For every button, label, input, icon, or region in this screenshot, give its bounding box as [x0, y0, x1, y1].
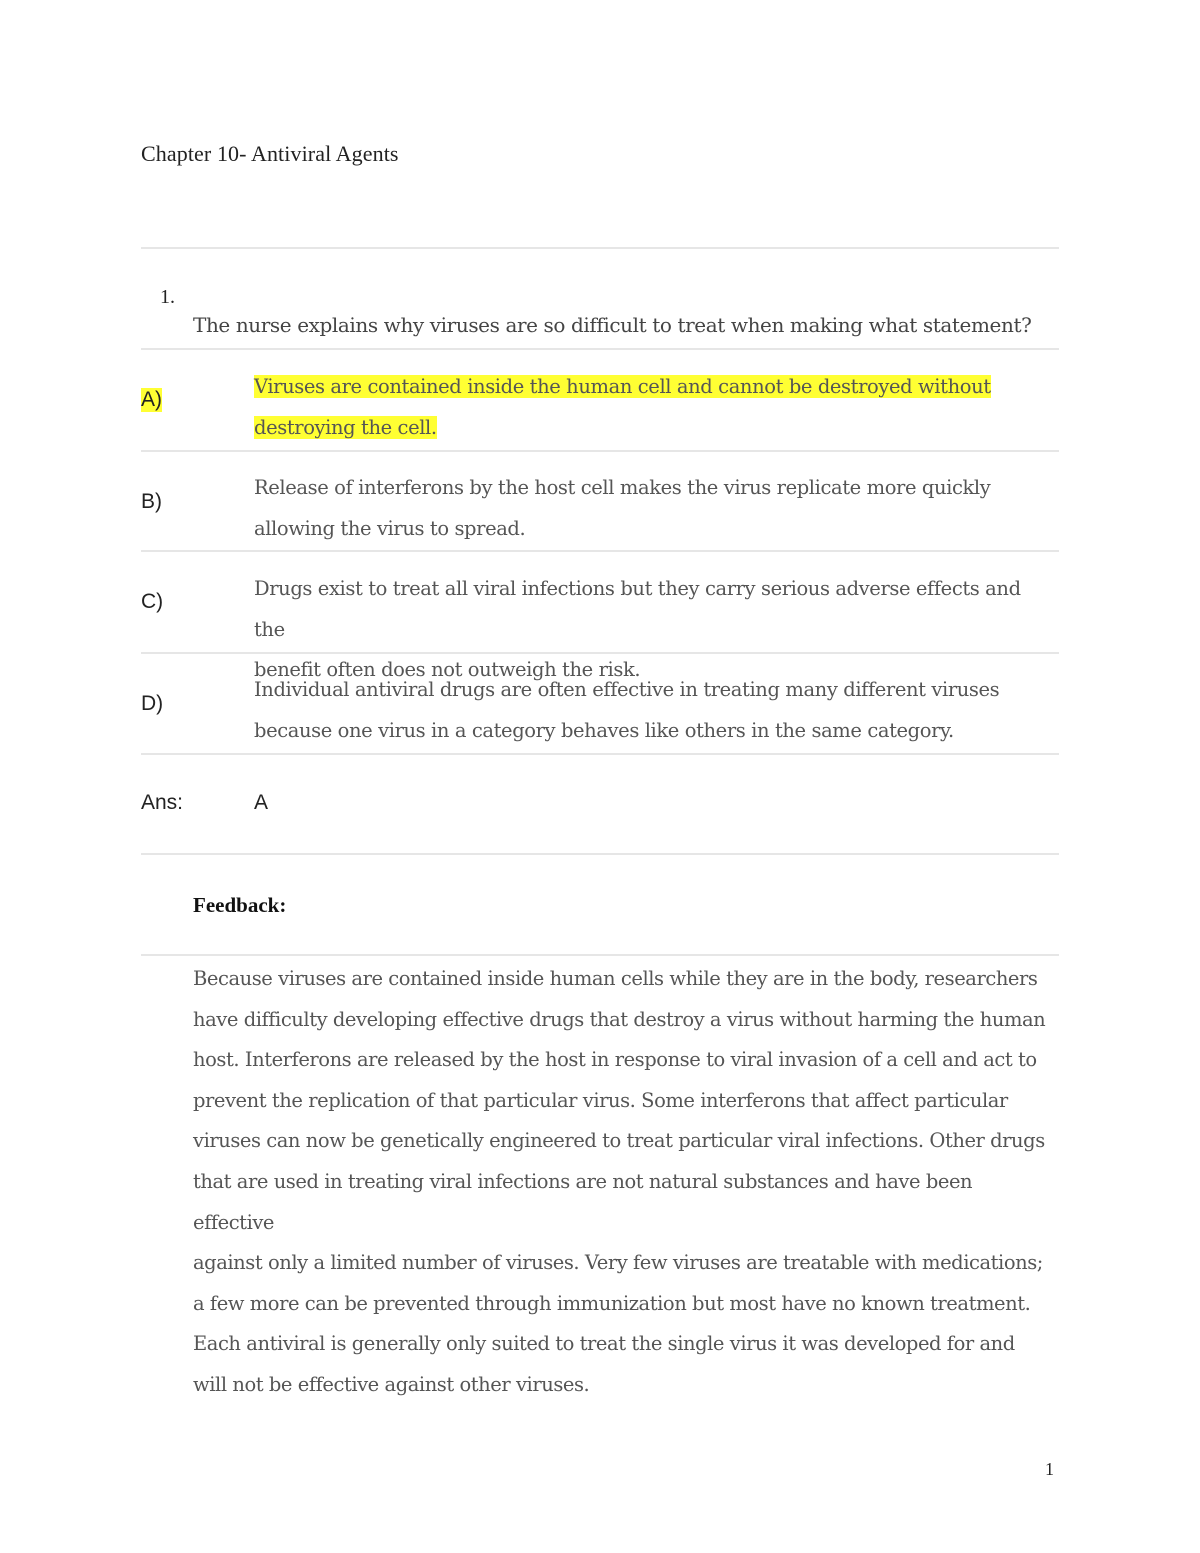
feedback-label: Feedback:: [193, 893, 287, 917]
feedback-line: that are used in treating viral infections are not natural substances and have been effective: [193, 1169, 973, 1234]
option-a-letter: A): [141, 388, 162, 411]
question-number: 1.: [160, 286, 175, 308]
option-d-letter: D): [141, 692, 164, 715]
divider: [141, 853, 1059, 855]
question-text: The nurse explains why viruses are so difficult to treat when making what statement?: [193, 313, 1032, 337]
option-b-text: [254, 468, 1054, 549]
divider: [141, 954, 1059, 956]
feedback-line: a few more can be prevented through immunization but most have no known treatment.: [193, 1291, 1031, 1315]
feedback-line: have difficulty developing effective drugs that destroy a virus without harming the human: [193, 1007, 1046, 1031]
answer-value: A: [254, 791, 269, 814]
feedback-line: host. Interferons are released by the host in response to viral invasion of a cell and act to: [193, 1048, 1037, 1072]
option-a-line1: Viruses are contained inside the human cell and cannot be destroyed without: [254, 375, 991, 398]
divider: [141, 247, 1059, 249]
option-d-text: [254, 670, 1054, 751]
option-a-line2: destroying the cell.: [254, 415, 437, 439]
feedback-line: prevent the replication of that particular virus. Some interferons that affect particular: [193, 1088, 1008, 1112]
option-b-letter: B): [141, 490, 162, 513]
option-d-line1: Individual antiviral drugs are often effective in treating many different viruses: [254, 678, 1000, 701]
divider: [141, 450, 1059, 452]
option-d-line2: because one virus in a category behaves like others in the same category.: [254, 718, 954, 742]
option-c-letter: C): [141, 590, 164, 613]
option-c-line1: Drugs exist to treat all viral infections but they carry serious adverse effects and the: [254, 577, 1021, 641]
feedback-text: [193, 959, 1053, 1406]
option-a-text: [254, 367, 1054, 448]
divider: [141, 652, 1059, 654]
feedback-line: Each antiviral is generally only suited to treat the single virus it was developed for and: [193, 1332, 1015, 1356]
divider: [141, 550, 1059, 552]
feedback-line: Because viruses are contained inside human cells while they are in the body, researchers: [193, 967, 1038, 990]
divider: [141, 348, 1059, 350]
option-b-line1: Release of interferons by the host cell makes the virus replicate more quickly: [254, 476, 991, 499]
feedback-line: viruses can now be genetically engineered to treat particular viral infections. Other drugs: [193, 1129, 1045, 1153]
page-number: 1: [1045, 1459, 1054, 1479]
divider: [141, 753, 1059, 755]
answer-label: Ans:: [141, 791, 184, 814]
feedback-line: against only a limited number of viruses. Very few viruses are treatable with medications;: [193, 1251, 1043, 1275]
option-b-line2: allowing the virus to spread.: [254, 516, 526, 540]
feedback-line: will not be effective against other viruses.: [193, 1372, 590, 1396]
chapter-title: Chapter 10- Antiviral Agents: [141, 141, 399, 166]
option-c-line2: benefit often does not outweigh the risk.: [254, 658, 641, 681]
